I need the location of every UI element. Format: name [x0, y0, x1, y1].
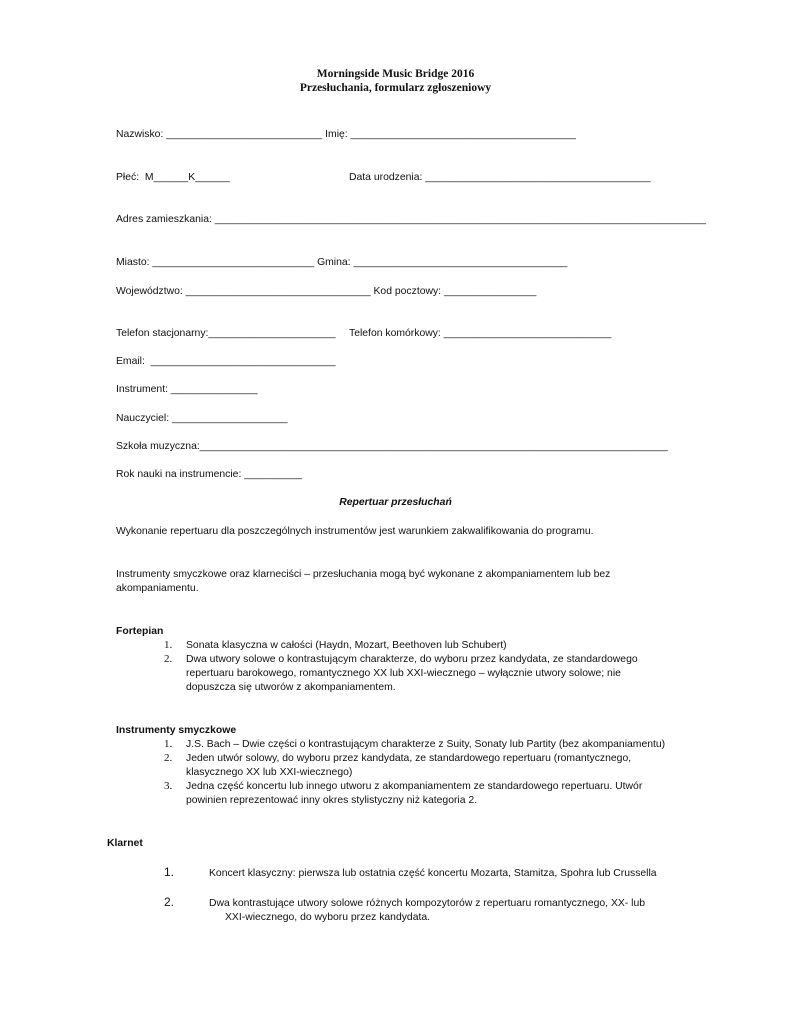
plec-field: Płeć: M______K______: [116, 172, 230, 183]
smyczkowe-item-number: 1.: [164, 738, 173, 750]
nazwisko-imie-field: Nazwisko: ___________________________ Imię: _______________________________________: [116, 129, 576, 140]
email-field: Email: ________________________________: [116, 356, 336, 367]
klarnet-item-number: 2.: [164, 895, 175, 909]
nauczyciel-field: Nauczyciel: ____________________: [116, 413, 288, 424]
repertuar-heading: Repertuar przesłuchań: [339, 497, 452, 508]
instrument-field: Instrument: _______________: [116, 384, 258, 395]
smyczkowe-item-text: Jedna część koncertu lub innego utworu z akompaniamentem ze standardowego repertuaru. Utwór: [186, 781, 643, 792]
smyczkowe-item-text: Jeden utwór solowy, do wyboru przez kandydata, ze standardowego repertuaru (romantycznego,: [186, 753, 632, 764]
klarnet-item-text: Dwa kontrastujące utwory solowe różnych kompozytorów z repertuaru romantycznego, XX- lub: [209, 898, 646, 909]
klarnet-item-text: Koncert klasyczny: pierwsza lub ostatnia część koncertu Mozarta, Stamitza, Spohra lub Crussella: [209, 868, 657, 879]
fortepian-item-text: Sonata klasyczna w całości (Haydn, Mozart, Beethoven lub Schubert): [186, 640, 507, 651]
rok-nauki-field: Rok nauki na instrumencie: __________: [116, 469, 303, 480]
fortepian-item-text: repertuaru barokowego, romantycznego XX lub XXI-wiecznego – wyłącznie utwory solowe; nie: [186, 668, 621, 679]
fortepian-item-number: 2.: [164, 653, 173, 665]
form-title: Morningside Music Bridge 2016: [316, 68, 475, 80]
smyczkowe-item-number: 2.: [164, 752, 173, 764]
repertuar-intro: Wykonanie repertuaru dla poszczególnych instrumentów jest warunkiem zakwalifikowania do programu.: [116, 526, 594, 537]
smyczkowe-item-number: 3.: [164, 780, 173, 792]
data-urodzenia-field: Data urodzenia: _______________________________________: [349, 172, 651, 183]
miasto-gmina-field: Miasto: ____________________________ Gmina: _____________________________________: [116, 257, 568, 268]
fortepian-item-text: Dwa utwory solowe o kontrastującym charakterze, do wyboru przez kandydata, ze standardowego: [186, 654, 638, 665]
repertuar-note-line-1: Instrumenty smyczkowe oraz klarneciści – przesłuchania mogą być wykonane z akompaniamentem lub bez: [116, 569, 611, 580]
telefon-stacjonarny-field: Telefon stacjonarny:______________________: [116, 328, 336, 339]
telefon-komorkowy-field: Telefon komórkowy: _____________________________: [349, 328, 612, 339]
fortepian-item-number: 1.: [164, 639, 173, 651]
smyczkowe-item-text: J.S. Bach – Dwie części o kontrastującym charakterze z Suity, Sonaty lub Partity (bez akompaniamentu): [186, 739, 666, 750]
repertuar-note-line-2: akompaniamentu.: [116, 583, 199, 594]
klarnet-item-text: XXI-wiecznego, do wyboru przez kandydata.: [225, 912, 431, 923]
smyczkowe-heading: Instrumenty smyczkowe: [116, 725, 237, 736]
smyczkowe-item-text: powinien reprezentować inny okres stylistyczny niż kategoria 2.: [186, 795, 478, 806]
szkola-muzyczna-field: Szkoła muzyczna:_________________________________________________________________________________: [116, 441, 668, 452]
wojewodztwo-kod-field: Województwo: ________________________________ Kod pocztowy: ________________: [116, 286, 537, 297]
klarnet-item-number: 1.: [164, 865, 175, 879]
smyczkowe-item-text: klasycznego XX lub XXI-wiecznego): [186, 767, 353, 778]
fortepian-heading: Fortepian: [116, 626, 164, 637]
klarnet-heading: Klarnet: [107, 838, 143, 849]
adres-field: Adres zamieszkania: _____________________________________________________________________________________: [116, 214, 706, 225]
form-subtitle: Przesłuchania, formularz zgłoszeniowy: [299, 82, 492, 94]
fortepian-item-text: dopuszcza się utworów z akompaniamentem.: [186, 682, 396, 693]
